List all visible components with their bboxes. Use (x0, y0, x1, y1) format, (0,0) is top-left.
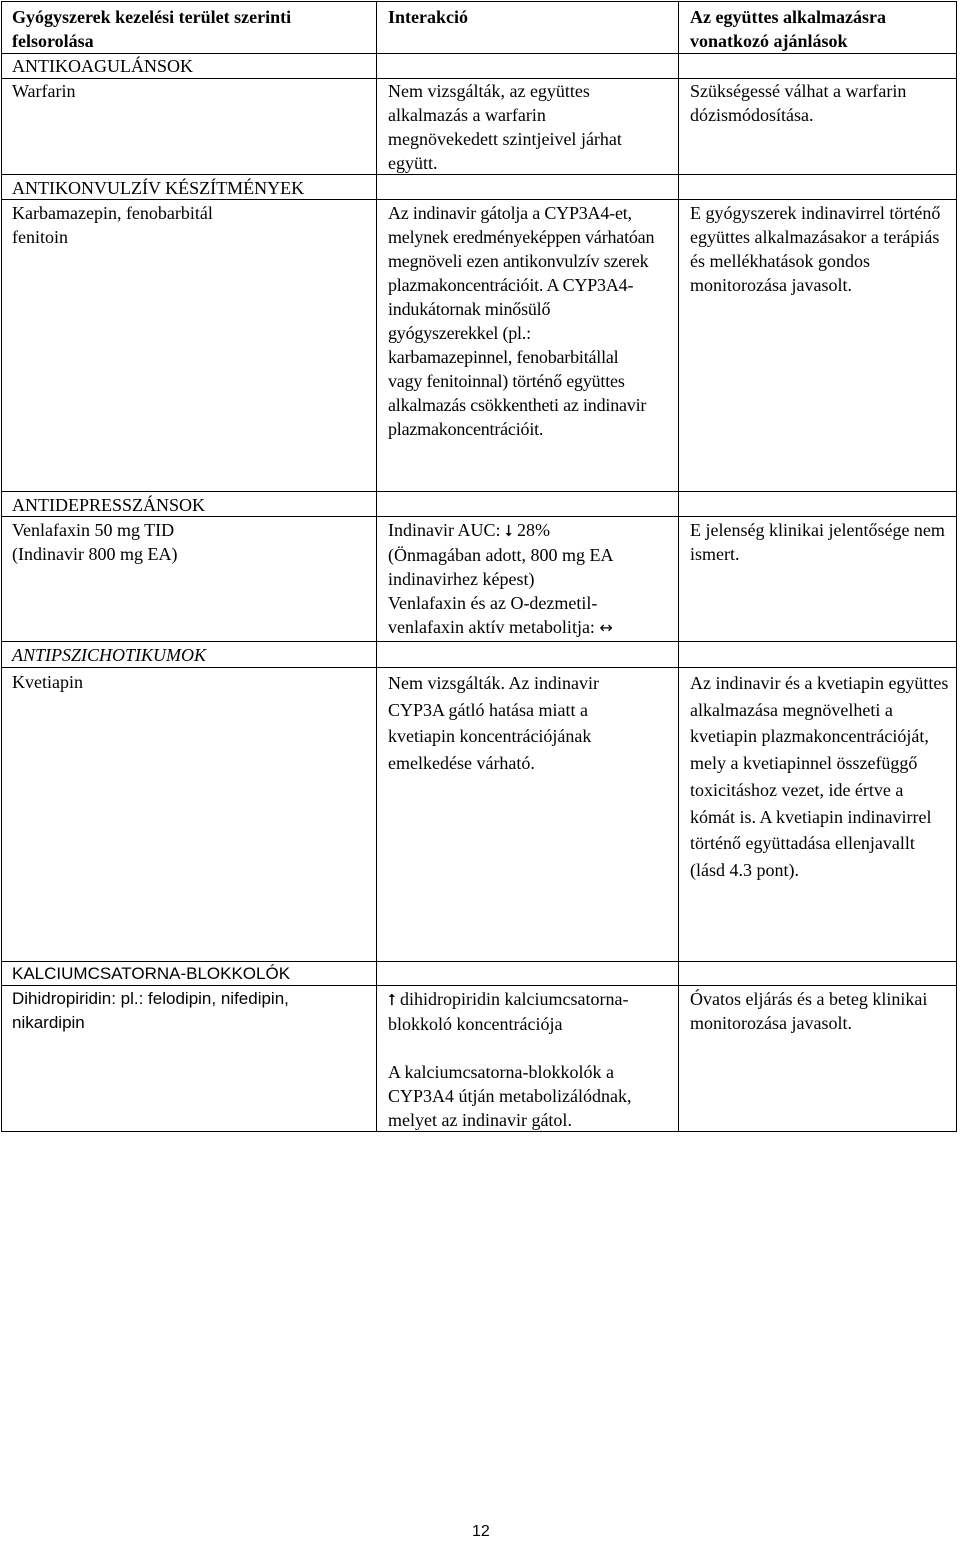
auc-label: Indinavir AUC: (388, 520, 505, 540)
row-divider-kvetiapin (1, 667, 957, 668)
recommendation-venlafaxin: E jelenség klinikai jelentősége nem ismert. (690, 520, 945, 564)
table-right-border (956, 1, 957, 1131)
interaction-venlafaxin-auc (388, 518, 673, 543)
arrow-up-icon: ⭡ (388, 990, 396, 1009)
category-kalciumcsatorna: KALCIUMCSATORNA-BLOKKOLÓK (12, 964, 291, 983)
auc-value: 28% (512, 520, 551, 540)
row-divider-antipszichotikumok (1, 641, 957, 642)
interaction-kalciumcsatorna-line2: blokkoló koncentrációja (388, 1014, 563, 1034)
interaction-venlafaxin-line3: indinavirhez képest) (388, 569, 535, 589)
category-antikoagulansok: ANTIKOAGULÁNSOK (12, 56, 193, 76)
recommendation-kalciumcsatorna: Óvatos eljárás és a beteg klinikai monitorozása javasolt. (690, 989, 928, 1033)
arrow-left-right-icon: ↔ (599, 618, 613, 637)
interaction-kvetiapin: Nem vizsgálták. Az indinavir CYP3A gátló hatása miatt a kvetiapin koncentrációjának emelkedése várható. (388, 673, 599, 774)
drug-venlafaxin-indinavir-dose: (Indinavir 800 mg EA) (12, 544, 178, 564)
interaction-kalciumcsatorna-line1 (388, 987, 673, 1012)
metabolite-label: venlafaxin aktív metabolitja: (388, 617, 600, 637)
interaction-kalciumcsatorna-note: A kalciumcsatorna-blokkolók a CYP3A4 útján metabolizálódnak, melyet az indinavir gátol. (388, 1062, 632, 1130)
column-divider-1 (376, 1, 377, 1131)
recommendation-antikonvulziv: E gyógyszerek indinavirrel történő együttes alkalmazásakor a terápiás és mellékhatások gondos monitorozása javasolt. (690, 203, 941, 295)
drug-kvetiapin: Kvetiapin (12, 672, 83, 692)
interaction-venlafaxin-line4: Venlafaxin és az O-dezmetil- (388, 593, 598, 613)
category-antidepresszansok: ANTIDEPRESSZÁNSOK (12, 495, 206, 515)
category-antikonvulziv: ANTIKONVULZÍV KÉSZÍTMÉNYEK (12, 178, 305, 198)
table-top-border (1, 1, 957, 2)
interaction-venlafaxin-line2: (Önmagában adott, 800 mg EA (388, 545, 614, 565)
header-col-drugs: Gyógyszerek kezelési terület szerinti felsorolása (12, 7, 292, 51)
concentration-label: dihidropiridin kalciumcsatorna- (395, 989, 629, 1009)
interaction-venlafaxin (388, 518, 673, 640)
table-left-border (1, 1, 2, 1131)
interaction-warfarin: Nem vizsgálták, az együttes alkalmazás a warfarin megnövekedett szintjeivel járhat együtt. (388, 81, 622, 173)
header-col-recommendation: Az együttes alkalmazásra vonatkozó ajánlások (690, 7, 886, 51)
drug-dihidropiridin: Dihidropiridin: pl.: felodipin, nifedipin, nikardipin (12, 989, 289, 1032)
drug-warfarin: Warfarin (12, 81, 76, 101)
page-number: 12 (472, 1523, 490, 1540)
arrow-down-icon: ⭣ (505, 521, 513, 540)
category-antipszichotikumok: ANTIPSZICHOTIKUMOK (12, 645, 207, 665)
drug-venlafaxin (12, 518, 332, 566)
drug-karbamazepin: Karbamazepin, fenobarbitál fenitoin (12, 203, 213, 247)
interaction-antikonvulziv: Az indinavir gátolja a CYP3A4-et, melynek eredményeképpen várhatóan megnöveli ezen antikonvulzív szerek plazmakoncentrációit. A CYP3A4-indukátornak minősülő gyógyszerekkel (pl.: karbamazepinnel, fenobarbitállal vagy fenitoinnal) történő együttes alkalmazás csökkentheti az indinavir plazmakoncentrációit. (388, 203, 655, 439)
column-divider-2 (678, 1, 679, 1131)
interaction-venlafaxin-line5 (388, 615, 673, 640)
recommendation-kvetiapin: Az indinavir és a kvetiapin együttes alkalmazása megnövelheti a kvetiapin plazmakoncentrációját, mely a kvetiapinnel összefüggő toxicitáshoz vezet, ide értve a kómát is. A kvetiapin indinavirrel történő együttadása ellenjavallt (lásd 4.3 pont). (690, 673, 949, 880)
row-divider-antidepresszansok (1, 491, 957, 492)
interaction-kalciumcsatorna (388, 987, 673, 1036)
recommendation-warfarin: Szükségessé válhat a warfarin dózismódosítása. (690, 81, 907, 125)
drug-venlafaxin-dose: Venlafaxin 50 mg TID (12, 520, 175, 540)
header-col-interaction: Interakció (388, 7, 468, 27)
